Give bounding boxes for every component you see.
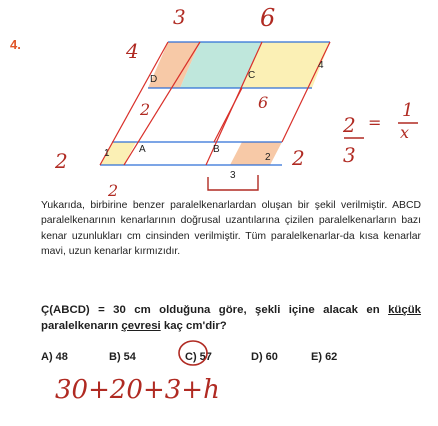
segment-4: 4 bbox=[318, 60, 324, 71]
hand-2-small: 2 bbox=[108, 181, 119, 200]
center-parallelogram bbox=[136, 88, 242, 142]
hand-2-left: 2 bbox=[140, 100, 151, 119]
parallelogram-figure bbox=[0, 0, 438, 200]
hand-frac-num: 2 bbox=[343, 113, 356, 137]
hand-frac-den: 3 bbox=[343, 143, 356, 167]
point-d: D bbox=[150, 74, 158, 85]
option-a[interactable]: A) 48 bbox=[41, 351, 68, 363]
option-e[interactable]: E) 62 bbox=[311, 351, 338, 363]
hand-4: 4 bbox=[126, 39, 139, 63]
segment-2: 2 bbox=[265, 152, 271, 163]
point-a: A bbox=[139, 144, 146, 155]
option-b[interactable]: B) 54 bbox=[109, 351, 136, 363]
handwritten-formula: 30+20+3+h bbox=[55, 375, 220, 405]
bottom-right-parallelogram bbox=[230, 142, 282, 165]
segment-1: 1 bbox=[104, 148, 110, 159]
question-number: 4. bbox=[10, 37, 21, 52]
segment-3: 3 bbox=[230, 170, 236, 181]
hand-2-bottom: 2 bbox=[55, 149, 68, 173]
hand-6-inner: 6 bbox=[258, 93, 269, 112]
circle-mark-icon bbox=[176, 338, 210, 368]
option-c[interactable]: C) 57 bbox=[185, 351, 212, 363]
hand-equals: = bbox=[368, 113, 382, 132]
point-b: B bbox=[213, 144, 220, 155]
option-d[interactable]: D) 60 bbox=[251, 351, 278, 363]
hand-2-right: 2 bbox=[292, 146, 305, 170]
point-c: C bbox=[248, 70, 256, 81]
hand-6: 6 bbox=[260, 4, 276, 32]
hand-frac2-den: x bbox=[400, 123, 410, 142]
description-text: Yukarıda, birbirine benzer paralelkenarlardan oluşan bir şekil verilmiştir. ABCD paralelkenarının kenarlarının doğrusal uzantılarına çizilen paralelkenarların bazı kenar uzunlukları cm cinsinden verilmiştir. Tüm paralelkenarlar-da kısa kenarlar mavi, uzun kenarlar kırmızıdır. bbox=[41, 200, 421, 258]
question-text: Ç(ABCD) = 30 cm olduğuna göre, şekli içine alacak en küçük paralelkenarın çevresi kaç cm'dir? bbox=[41, 304, 421, 332]
hand-frac2-num: 1 bbox=[402, 100, 414, 121]
hand-3: 3 bbox=[173, 5, 186, 29]
